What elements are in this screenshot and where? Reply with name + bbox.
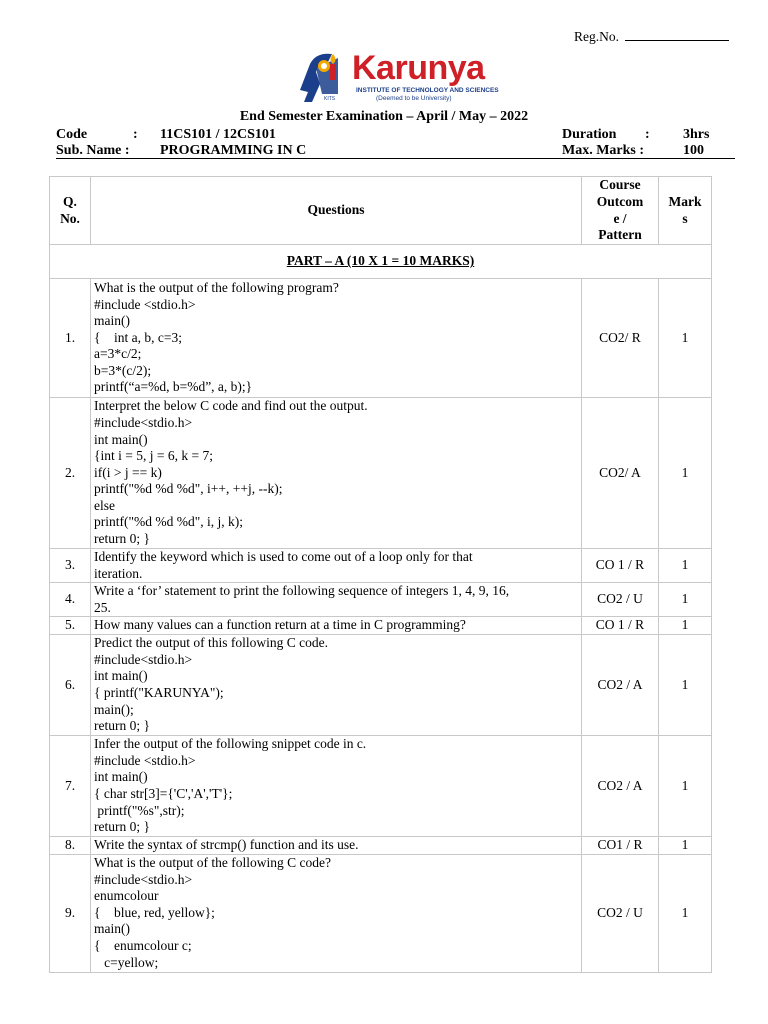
subname-value: PROGRAMMING IN C (160, 143, 307, 158)
col-qno-header: Q. No. (50, 177, 91, 245)
reg-no (574, 28, 729, 45)
table-header-row (50, 177, 712, 245)
question-line: #include<stdio.h> (94, 871, 193, 887)
question-number: 6. (50, 634, 91, 735)
marks: 1 (659, 634, 712, 735)
code-value: 11CS101 / 12CS101 (160, 127, 276, 142)
part-a-row (50, 245, 712, 279)
question-line: enumcolour (94, 888, 159, 904)
question-number: 9. (50, 854, 91, 972)
question-text (91, 634, 582, 735)
question-line: main(); (94, 701, 134, 717)
question-number: 7. (50, 735, 91, 836)
question-line: b=3*(c/2); (94, 362, 152, 378)
course-outcome: CO2/ A (582, 398, 659, 549)
course-outcome: CO1 / R (582, 836, 659, 854)
question-line: int main() (94, 668, 148, 684)
table-row (50, 279, 712, 398)
question-line: #include <stdio.h> (94, 296, 196, 312)
question-line: 25. (94, 599, 111, 615)
question-line: printf(“a=%d, b=%d”, a, b);} (94, 379, 253, 395)
duration-value: 3hrs (683, 127, 710, 142)
marks: 1 (659, 398, 712, 549)
question-number: 1. (50, 279, 91, 398)
reg-no-blank (625, 28, 729, 41)
question-line: Infer the output of the following snippet code in c. (94, 736, 367, 752)
question-line: else (94, 497, 115, 513)
question-line: What is the output of the following program? (94, 279, 339, 295)
logo-deemed: (Deemed to be University) (376, 95, 452, 102)
question-line: #include<stdio.h> (94, 651, 193, 667)
duration-colon: : (645, 127, 650, 142)
question-line: { blue, red, yellow}; (94, 904, 215, 920)
reg-no-label: Reg.No. (574, 29, 619, 44)
table-row (50, 634, 712, 735)
table-row (50, 735, 712, 836)
maxmarks-label: Max. Marks : (562, 143, 645, 158)
col-questions-header: Questions (91, 177, 582, 245)
question-line: Write the syntax of strcmp() function and its use. (94, 836, 359, 852)
marks: 1 (659, 854, 712, 972)
question-line: printf("%d %d %d", i++, ++j, --k); (94, 481, 283, 497)
course-outcome: CO2 / U (582, 854, 659, 972)
table-row (50, 836, 712, 854)
question-line: return 0; } (94, 531, 150, 547)
marks: 1 (659, 617, 712, 635)
university-logo (294, 48, 499, 106)
question-line: int main() (94, 431, 148, 447)
question-number: 3. (50, 549, 91, 583)
question-line: a=3*c/2; (94, 346, 142, 362)
question-line: Predict the output of this following C code. (94, 635, 328, 651)
code-colon: : (133, 127, 138, 142)
question-line: Write a ‘for’ statement to print the following sequence of integers 1, 4, 9, 16, (94, 583, 510, 599)
maxmarks-value: 100 (683, 143, 704, 158)
question-text (91, 549, 582, 583)
question-number: 4. (50, 583, 91, 617)
question-line: {int i = 5, j = 6, k = 7; (94, 448, 213, 464)
question-line: return 0; } (94, 718, 150, 734)
col-co-header: Course Outcom e / Pattern (582, 177, 659, 245)
question-line: c=yellow; (94, 954, 159, 970)
question-line: { printf("KARUNYA"); (94, 684, 224, 700)
course-outcome: CO 1 / R (582, 617, 659, 635)
course-outcome: CO2 / U (582, 583, 659, 617)
question-text (91, 617, 582, 635)
duration-label: Duration (562, 127, 617, 142)
course-outcome: CO2/ R (582, 279, 659, 398)
question-line: iteration. (94, 565, 143, 581)
question-text (91, 735, 582, 836)
table-row (50, 617, 712, 635)
table-row (50, 398, 712, 549)
table-row (50, 583, 712, 617)
question-line: { enumcolour c; (94, 937, 192, 953)
question-line: printf("%d %d %d", i, j, k); (94, 514, 243, 530)
marks: 1 (659, 583, 712, 617)
subname-label: Sub. Name : (56, 143, 130, 158)
question-line: #include<stdio.h> (94, 414, 193, 430)
course-outcome: CO2 / A (582, 735, 659, 836)
question-number: 8. (50, 836, 91, 854)
header-divider (56, 158, 735, 159)
question-line: if(i > j == k) (94, 464, 162, 480)
code-label: Code (56, 127, 88, 142)
question-text (91, 279, 582, 398)
question-line: return 0; } (94, 819, 150, 835)
course-outcome: CO 1 / R (582, 549, 659, 583)
question-text (91, 398, 582, 549)
svg-text:KITS: KITS (324, 96, 336, 102)
col-marks-header: Mark s (659, 177, 712, 245)
table-row (50, 854, 712, 972)
question-text (91, 854, 582, 972)
question-line: { int a, b, c=3; (94, 329, 182, 345)
marks: 1 (659, 836, 712, 854)
question-text (91, 836, 582, 854)
question-line: What is the output of the following C code? (94, 854, 331, 870)
table-row (50, 549, 712, 583)
marks: 1 (659, 279, 712, 398)
question-line: Interpret the below C code and find out the output. (94, 398, 368, 414)
question-line: Identify the keyword which is used to come out of a loop only for that (94, 549, 473, 564)
exam-title: End Semester Examination – April / May – 2022 (239, 109, 529, 124)
question-line: #include <stdio.h> (94, 752, 196, 768)
question-line: main() (94, 921, 130, 937)
marks: 1 (659, 549, 712, 583)
question-text (91, 583, 582, 617)
question-number: 2. (50, 398, 91, 549)
logo-wordmark: Karunya (352, 49, 485, 87)
question-line: printf("%s",str); (94, 802, 185, 818)
question-line: How many values can a function return at a time in C programming? (94, 617, 466, 633)
question-line: int main() (94, 769, 148, 785)
question-table (49, 176, 712, 973)
question-line: { char str[3]={'C','A','T'}; (94, 785, 233, 801)
question-line: main() (94, 313, 130, 329)
part-a-heading: PART – A (10 X 1 = 10 MARKS) (50, 245, 712, 279)
question-number: 5. (50, 617, 91, 635)
marks: 1 (659, 735, 712, 836)
course-outcome: CO2 / A (582, 634, 659, 735)
logo-emblem-icon (294, 48, 354, 106)
logo-subtitle: INSTITUTE OF TECHNOLOGY AND SCIENCES (356, 87, 499, 94)
